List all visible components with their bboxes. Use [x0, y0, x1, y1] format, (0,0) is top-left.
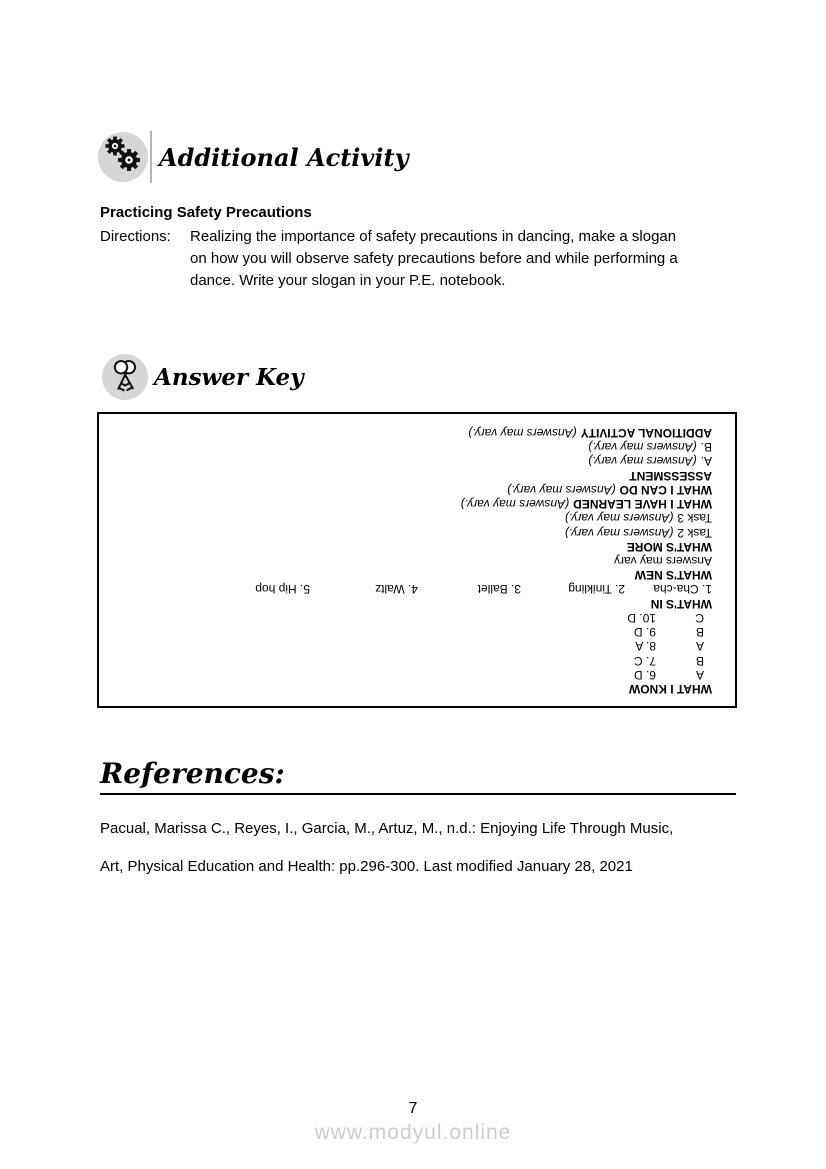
answer-text: Task 2 — [677, 525, 712, 540]
answer-value: 8. A — [635, 639, 656, 654]
section-note: (Answers may vary.) — [468, 426, 577, 441]
watermark: www.modyul.online — [314, 1121, 512, 1144]
gears-icon — [98, 132, 148, 182]
answer-letter: A — [695, 667, 704, 682]
answer-item: 5. Hip hop — [255, 582, 310, 597]
activity-directions — [100, 226, 748, 292]
answer-key-box — [97, 412, 737, 708]
answer-key-row — [122, 639, 712, 653]
section-title: WHAT'S NEW — [634, 568, 712, 583]
additional-activity-banner — [98, 131, 409, 183]
section-note: (Answers may vary.) — [564, 525, 674, 540]
answer-value: 6. D — [633, 667, 656, 682]
answer-text: Task 3 — [677, 511, 712, 526]
answer-key-line — [122, 554, 712, 568]
page-number: 7 — [408, 1100, 418, 1117]
answer-text: A. — [700, 454, 712, 469]
answer-letter: A — [695, 639, 704, 654]
answer-key-row — [122, 654, 712, 668]
answer-key-banner — [102, 354, 304, 400]
section-note: (Answers may vary.) — [564, 511, 674, 526]
answer-key-spread-row — [122, 582, 712, 596]
references-rule — [100, 793, 736, 795]
keys-icon-svg — [102, 354, 148, 400]
answer-letter: B — [695, 625, 704, 640]
answer-key-line — [122, 511, 712, 525]
section-note: (Answers may vary.) — [507, 482, 616, 497]
directions-label: Directions: — [100, 228, 171, 245]
answer-key-line — [122, 455, 712, 469]
answer-key-row — [122, 625, 712, 639]
answer-key-section-header — [122, 483, 712, 497]
answer-key-section-header — [122, 497, 712, 511]
keys-icon — [102, 354, 148, 400]
answer-key-section-header — [122, 540, 712, 554]
section-title: ASSESSMENT — [629, 468, 712, 483]
answer-key-section-header — [122, 568, 712, 582]
answer-key-section-header — [122, 597, 712, 611]
answer-key-section-header — [122, 426, 712, 440]
answer-key-line — [122, 440, 712, 454]
answer-letter: C — [695, 610, 704, 625]
answer-text: Answers may vary — [613, 554, 712, 569]
directions-line: on how you will observe safety precautions before and while performing a — [190, 250, 678, 267]
section-title: WHAT I KNOW — [628, 682, 712, 696]
section-title: WHAT I CAN DO — [619, 482, 712, 497]
activity-heading: Practicing Safety Precautions — [100, 204, 312, 221]
section-title: WHAT'S MORE — [626, 539, 712, 554]
references-title: References: — [100, 757, 285, 790]
answer-key-section-header — [122, 682, 712, 696]
directions-line — [100, 226, 748, 248]
answer-item: 3. Ballet — [477, 582, 521, 597]
section-note: (Answers may vary.) — [460, 497, 570, 512]
section-title: WHAT I HAVE LEARNED — [573, 497, 712, 512]
answer-text: B. — [700, 440, 712, 455]
directions-text: Realizing the importance of safety precautions in dancing, make a slogan — [190, 228, 677, 245]
banner-separator — [150, 131, 152, 183]
answer-value: 9. D — [633, 625, 656, 640]
answer-item: 2. Tinikling — [568, 582, 625, 597]
section-note: (Answers may vary.) — [588, 440, 697, 455]
answer-key-content — [99, 414, 735, 706]
answer-key-row — [122, 668, 712, 682]
directions-line: dance. Write your slogan in your P.E. notebook. — [190, 272, 506, 289]
answer-item: 1. Cha-cha — [653, 582, 712, 597]
section-title: WHAT'S IN — [650, 596, 712, 611]
answer-item: 4. Waltz — [375, 582, 418, 597]
additional-activity-title: Additional Activity — [159, 142, 409, 172]
answer-key-title: Answer Key — [154, 363, 304, 391]
section-note: (Answers may vary.) — [588, 454, 697, 469]
gears-icon-svg — [98, 132, 148, 182]
answer-letter: B — [695, 653, 704, 668]
answer-key-row — [122, 611, 712, 625]
reference-entry: Pacual, Marissa C., Reyes, I., Garcia, M., Artuz, M., n.d.: Enjoying Life Through Music, — [100, 820, 674, 837]
section-title: ADDITIONAL ACTIVITY — [580, 426, 712, 441]
answer-key-line — [122, 526, 712, 540]
answer-key-section-header — [122, 469, 712, 483]
answer-value: 7. C — [633, 653, 656, 668]
answer-value: 10. D — [627, 610, 656, 625]
reference-entry: Art, Physical Education and Health: pp.296-300. Last modified January 28, 2021 — [100, 858, 633, 875]
